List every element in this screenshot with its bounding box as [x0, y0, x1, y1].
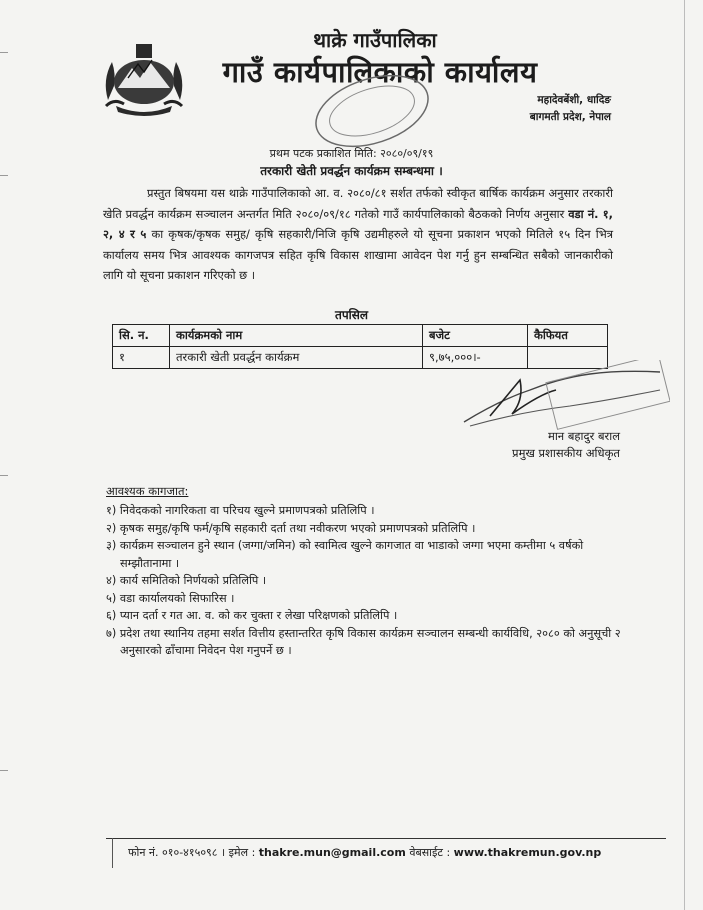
cell-program: तरकारी खेती प्रवर्द्धन कार्यक्रम — [170, 347, 423, 369]
signature-with-stamp — [460, 360, 670, 430]
footer-phone: फोन नं. ०१०-४१५०९८ । इमेल : — [128, 846, 259, 859]
margin-mark — [0, 770, 8, 771]
col-serial: सि. न. — [113, 325, 170, 347]
list-item: ३) कार्यक्रम सञ्चालन हुने स्थान (जग्गा/जमिन) को स्वामित्व खुल्ने कागजात वा भाडाको जग्गा भएमा कम्तीमा ५ वर्षको सम्झौतानामा । — [106, 539, 584, 570]
col-remarks: कैफियत — [528, 325, 608, 347]
address-line-2: बागमती प्रदेश, नेपाल — [529, 111, 611, 123]
table-header-row — [113, 325, 608, 347]
footer-email: thakre.mun@gmail.com — [258, 846, 406, 859]
signatory-block — [0, 428, 620, 462]
address-line-1: महादेवबेंशी, धादिङ — [537, 94, 611, 106]
signatory-title: प्रमुख प्रशासकीय अधिकृत — [512, 446, 620, 460]
margin-mark — [0, 52, 8, 53]
nepal-emblem-logo — [98, 40, 190, 118]
footer-website-label: वेबसाईट : — [405, 846, 454, 859]
org-name: थाक्रे गाउँपालिका — [313, 28, 437, 52]
list-item: २) कृषक समुह/कृषि फर्म/कृषि सहकारी दर्ता तथा नवीकरण भएको प्रमाणपत्रको प्रतिलिपि । — [106, 521, 476, 535]
body-text-2: का कृषक/कृषक समुह/ कृषि सहकारी/निजि कृषि उद्यमीहरुले यो सूचना प्रकाशन भएको मितिले १५ दिन भित्र कार्यालय समय भित्र आवश्यक कागजपत्र सहित कृषि विकास शाखामा आवेदन पेश गर्नु हुन सम्बन्धित सबैको जानकारीको लागि यो सूचना प्रकाशन गरिएको छ । — [103, 227, 614, 282]
signatory-name: मान बहादुर बराल — [547, 429, 620, 443]
publish-date: प्रथम पटक प्रकाशित मिति: २०८०/०९/१९ — [269, 147, 434, 160]
list-item: ७) प्रदेश तथा स्थानिय तहमा सर्शत वित्तीय हस्तान्तरित कृषि विकास कार्यक्रम सञ्चालन सम्बन्धी कार्यविधि, २०८० को अनुसूची २ अनुसारको ढाँचामा निवेदन पेश गनुपर्ने छ । — [106, 626, 621, 657]
list-item: ६) प्यान दर्ता र गत आ. व. को कर चुक्ता र लेखा परिक्षणको प्रतिलिपि । — [106, 609, 398, 622]
footer-left-rule — [112, 838, 113, 868]
list-item: १) निवेदकको नागरिकता वा परिचय खुल्ने प्रमाणपत्रको प्रतिलिपि । — [106, 504, 375, 517]
office-name: गाउँ कार्यपालिकाको कार्यालय — [222, 55, 538, 89]
office-stamp — [300, 75, 440, 150]
margin-mark — [0, 475, 8, 476]
ward-numbers: वडा नं. १, २, ४ र ५ — [103, 206, 613, 241]
list-item: ४) कार्य समितिको निर्णयको प्रतिलिपि । — [106, 574, 267, 587]
list-item: ५) वडा कार्यालयको सिफारिस । — [106, 591, 235, 605]
col-program: कार्यक्रमको नाम — [170, 325, 423, 347]
body-text-1: प्रस्तुत बिषयमा यस थाक्रे गाउँपालिकाको आ. व. २०८०/८१ सर्शत तर्फको स्वीकृत बार्षिक कार्यक्रम अनुसार तरकारी खेति प्रवर्द्धन कार्यक्रम सञ्चालन अन्तर्गत मिति २०८०/०९/१८ गतेको गाउँ कार्यपालिकाको बैठकको निर्णय अनुसार — [103, 186, 613, 221]
schedule-title: तपसिल — [334, 308, 368, 322]
subject-line: तरकारी खेती प्रवर्द्धन कार्यक्रम सम्बन्धमा । — [260, 164, 443, 178]
col-budget: बजेट — [423, 325, 528, 347]
scan-edge — [684, 0, 685, 910]
footer-website: www.thakremun.gov.np — [453, 846, 602, 859]
notice-body — [103, 183, 613, 286]
required-documents-title: आवश्यक कागजात: — [106, 484, 189, 498]
required-documents-list — [106, 502, 626, 660]
footer-contact — [128, 845, 601, 860]
cell-serial: १ — [113, 347, 170, 369]
footer-divider — [106, 838, 666, 839]
cell-budget: ९,७५,०००।- — [423, 347, 528, 369]
office-address — [530, 92, 611, 126]
